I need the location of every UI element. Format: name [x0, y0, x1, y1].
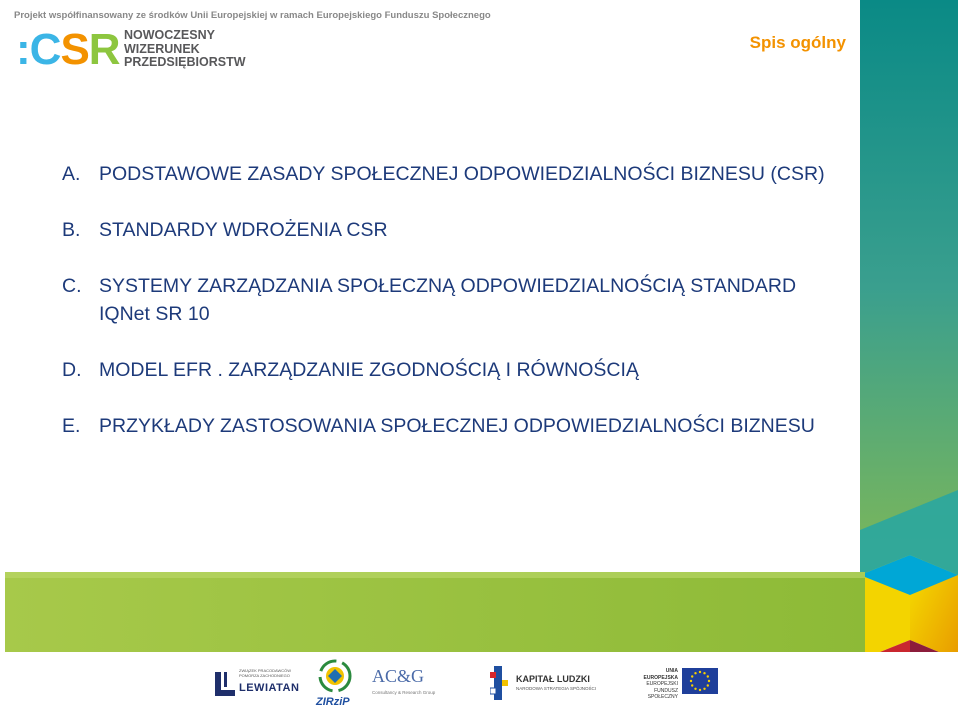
green-band — [5, 572, 865, 652]
lewiatan-mark-icon — [215, 672, 235, 696]
logo-mark: :CSR — [16, 25, 120, 74]
kapital-ludzki-logo: KAPITAŁ LUDZKI NARODOWA STRATEGIA SPÓJNOŚCI — [490, 664, 590, 704]
decorative-side-panel — [855, 0, 960, 716]
toc-item-a[interactable] — [62, 160, 842, 188]
eu-flag-icon — [682, 668, 718, 694]
toc-text: MODEL EFR . ZARZĄDZANIE ZGODNOŚCIĄ I RÓWNOŚCIĄ — [99, 359, 639, 381]
csr-logo — [16, 25, 256, 74]
acg-logo: AC&G Consultancy & Research Group — [372, 666, 436, 695]
toc-text: PRZYKŁADY ZASTOSOWANIA SPOŁECZNEJ ODPOWIEDZIALNOŚCI BIZNESU — [99, 415, 815, 437]
toc-letter: C. — [62, 275, 82, 297]
partner-logos — [0, 652, 960, 716]
logo-letter: C — [29, 25, 61, 74]
table-of-contents — [62, 160, 842, 440]
funding-note: Projekt współfinansowany ze środków Unii Europejskiej w ramach Europejskiego Funduszu Społecznego — [14, 10, 491, 21]
toc-letter: D. — [62, 359, 82, 381]
toc-letter: E. — [62, 415, 81, 437]
toc-text: SYSTEMY ZARZĄDZANIA SPOŁECZNĄ ODPOWIEDZIALNOŚCIĄ STANDARD IQNet SR 10 — [99, 275, 797, 325]
eu-efs-logo: UNIA EUROPEJSKA EUROPEJSKI FUNDUSZ SPOŁECZNY — [632, 668, 722, 700]
toc-item-e[interactable] — [62, 412, 842, 440]
logo-subtitle: NOWOCZESNY WIZERUNEK PRZEDSIĘBIORSTW — [124, 28, 246, 69]
toc-letter: A. — [62, 163, 81, 185]
kapital-ludzki-mark-icon — [490, 666, 512, 700]
toc-item-d[interactable] — [62, 356, 842, 384]
toc-text: STANDARDY WDROŻENIA CSR — [99, 219, 388, 241]
toc-letter: B. — [62, 219, 81, 241]
logo-letter: S — [60, 25, 89, 74]
toc-item-b[interactable] — [62, 216, 842, 244]
toc-text: PODSTAWOWE ZASADY SPOŁECZNEJ ODPOWIEDZIALNOŚCI BIZNESU (CSR) — [99, 163, 825, 185]
slide-title: Spis ogólny — [749, 33, 846, 52]
lewiatan-logo: ZWIĄZEK PRACODAWCÓW POMORZA ZACHODNIEGO LEWIATAN — [215, 668, 295, 698]
toc-item-c[interactable] — [62, 272, 842, 328]
logo-letter: R — [88, 25, 120, 74]
zirzip-mark-icon — [315, 658, 355, 694]
zirzip-logo: ZIRziP — [312, 658, 358, 712]
